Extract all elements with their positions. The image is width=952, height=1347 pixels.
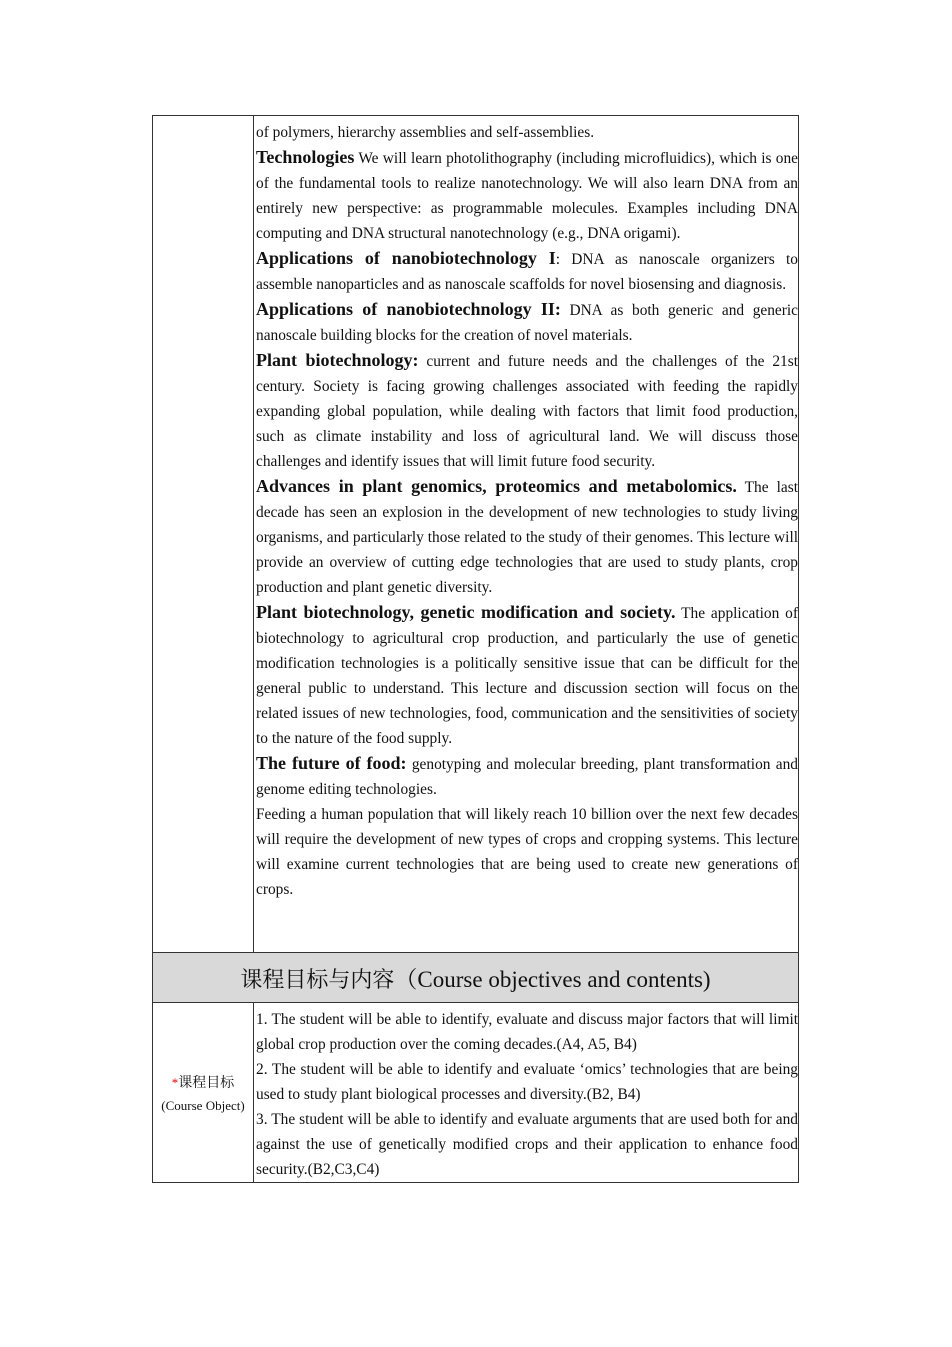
topic-paragraph xyxy=(256,297,798,348)
blank-space xyxy=(256,902,798,952)
objectives-cell xyxy=(254,1003,799,1183)
topic-heading: Advances in plant genomics, proteomics and metabolomics. xyxy=(256,476,737,496)
topic-heading: The future of food: xyxy=(256,753,407,773)
section-header-cn: 课程目标与内容 xyxy=(240,968,395,993)
section-header-en: （Course objectives and contents) xyxy=(394,967,711,992)
objective-label-en: (Course Object) xyxy=(161,1097,245,1113)
topic-text: The application of biotechnology to agricultural crop production, and particularly the use of genetic modification technologies is a politically sensitive issue that can be difficult for the general public to understand. This lecture and discussion section will focus on the related issues of new technologies, food, communication and the sensitivities of society to the nature of the food supply. xyxy=(256,605,798,747)
objective-label-cn xyxy=(153,1072,253,1092)
topic-paragraph xyxy=(256,246,798,297)
topic-paragraph xyxy=(256,751,798,802)
objectives-list xyxy=(254,1003,798,1182)
topic-paragraph xyxy=(256,600,798,751)
topic-text: We will learn photolithography (including microfluidics), which is one of the fundamental tools to realize nanotechnology. We will also learn DNA from an entirely new perspective: as programmable molecules. Examples including DNA computing and DNA structural nanotechnology (e.g., DNA origami). xyxy=(256,150,798,242)
course-content xyxy=(254,116,798,952)
topic-paragraph xyxy=(256,348,798,474)
topic-text: The last decade has seen an explosion in the development of new technologies to study living organisms, and particularly those related to the study of their genomes. This lecture will provide an overview of cutting edge technologies that are used to study plants, crop production and plant genetic diversity. xyxy=(256,479,799,596)
objective-label-cell xyxy=(153,1003,254,1183)
topic-heading: Applications of nanobiotechnology I xyxy=(256,248,556,268)
topic-heading: Technologies xyxy=(256,147,355,167)
topic-heading: Applications of nanobiotechnology II: xyxy=(256,299,561,319)
objective-label-cn-text: 课程目标 xyxy=(178,1074,235,1091)
topic-heading: Plant biotechnology: xyxy=(256,350,419,370)
topic-text: DNA as both generic and generic nanoscale building blocks for the creation of novel materials. xyxy=(256,302,798,344)
closing-paragraph: Feeding a human population that will likely reach 10 billion over the next few decades will require the development of new types of crops and cropping systems. This lecture will examine current technologies that are being used to create new generations of crops. xyxy=(256,806,798,898)
content-row xyxy=(153,116,799,953)
topic-paragraph xyxy=(256,145,798,246)
objective-item: 2. The student will be able to identify and evaluate ‘omics’ technologies that are being used to study plant biological processes and diversity.(B2, B4) xyxy=(256,1061,798,1103)
course-content-cell xyxy=(254,116,799,953)
intro-paragraph: of polymers, hierarchy assemblies and self-assemblies. xyxy=(256,124,595,141)
topic-paragraph xyxy=(256,474,798,600)
topic-text: genotyping and molecular breeding, plant transformation and genome editing technologies. xyxy=(256,756,798,798)
topic-text: : DNA as nanoscale organizers to assemble nanoparticles and as nanoscale scaffolds for novel biosensing and diagnosis. xyxy=(256,251,798,293)
section-header xyxy=(153,953,799,1003)
section-header-row xyxy=(153,953,799,1003)
required-star: * xyxy=(171,1074,179,1090)
topic-heading: Plant biotechnology, genetic modification and society. xyxy=(256,602,676,622)
objective-item: 3. The student will be able to identify and evaluate arguments that are used both for and against the use of genetically modified crops and their application to enhance food security.(B2,C3,C4) xyxy=(256,1111,798,1178)
syllabus-table xyxy=(152,115,799,1183)
empty-label-cell xyxy=(153,116,254,953)
document-page xyxy=(152,115,799,1183)
objectives-row xyxy=(153,1003,799,1183)
objective-item: 1. The student will be able to identify, evaluate and discuss major factors that will limit global crop production over the coming decades.(A4, A5, B4) xyxy=(256,1011,798,1053)
topic-text: current and future needs and the challenges of the 21st century. Society is facing growing challenges associated with feeding the rapidly expanding global population, while dealing with factors that limit food production, such as climate instability and loss of agricultural land. We will discuss those challenges and identify issues that will limit future food security. xyxy=(256,353,798,470)
